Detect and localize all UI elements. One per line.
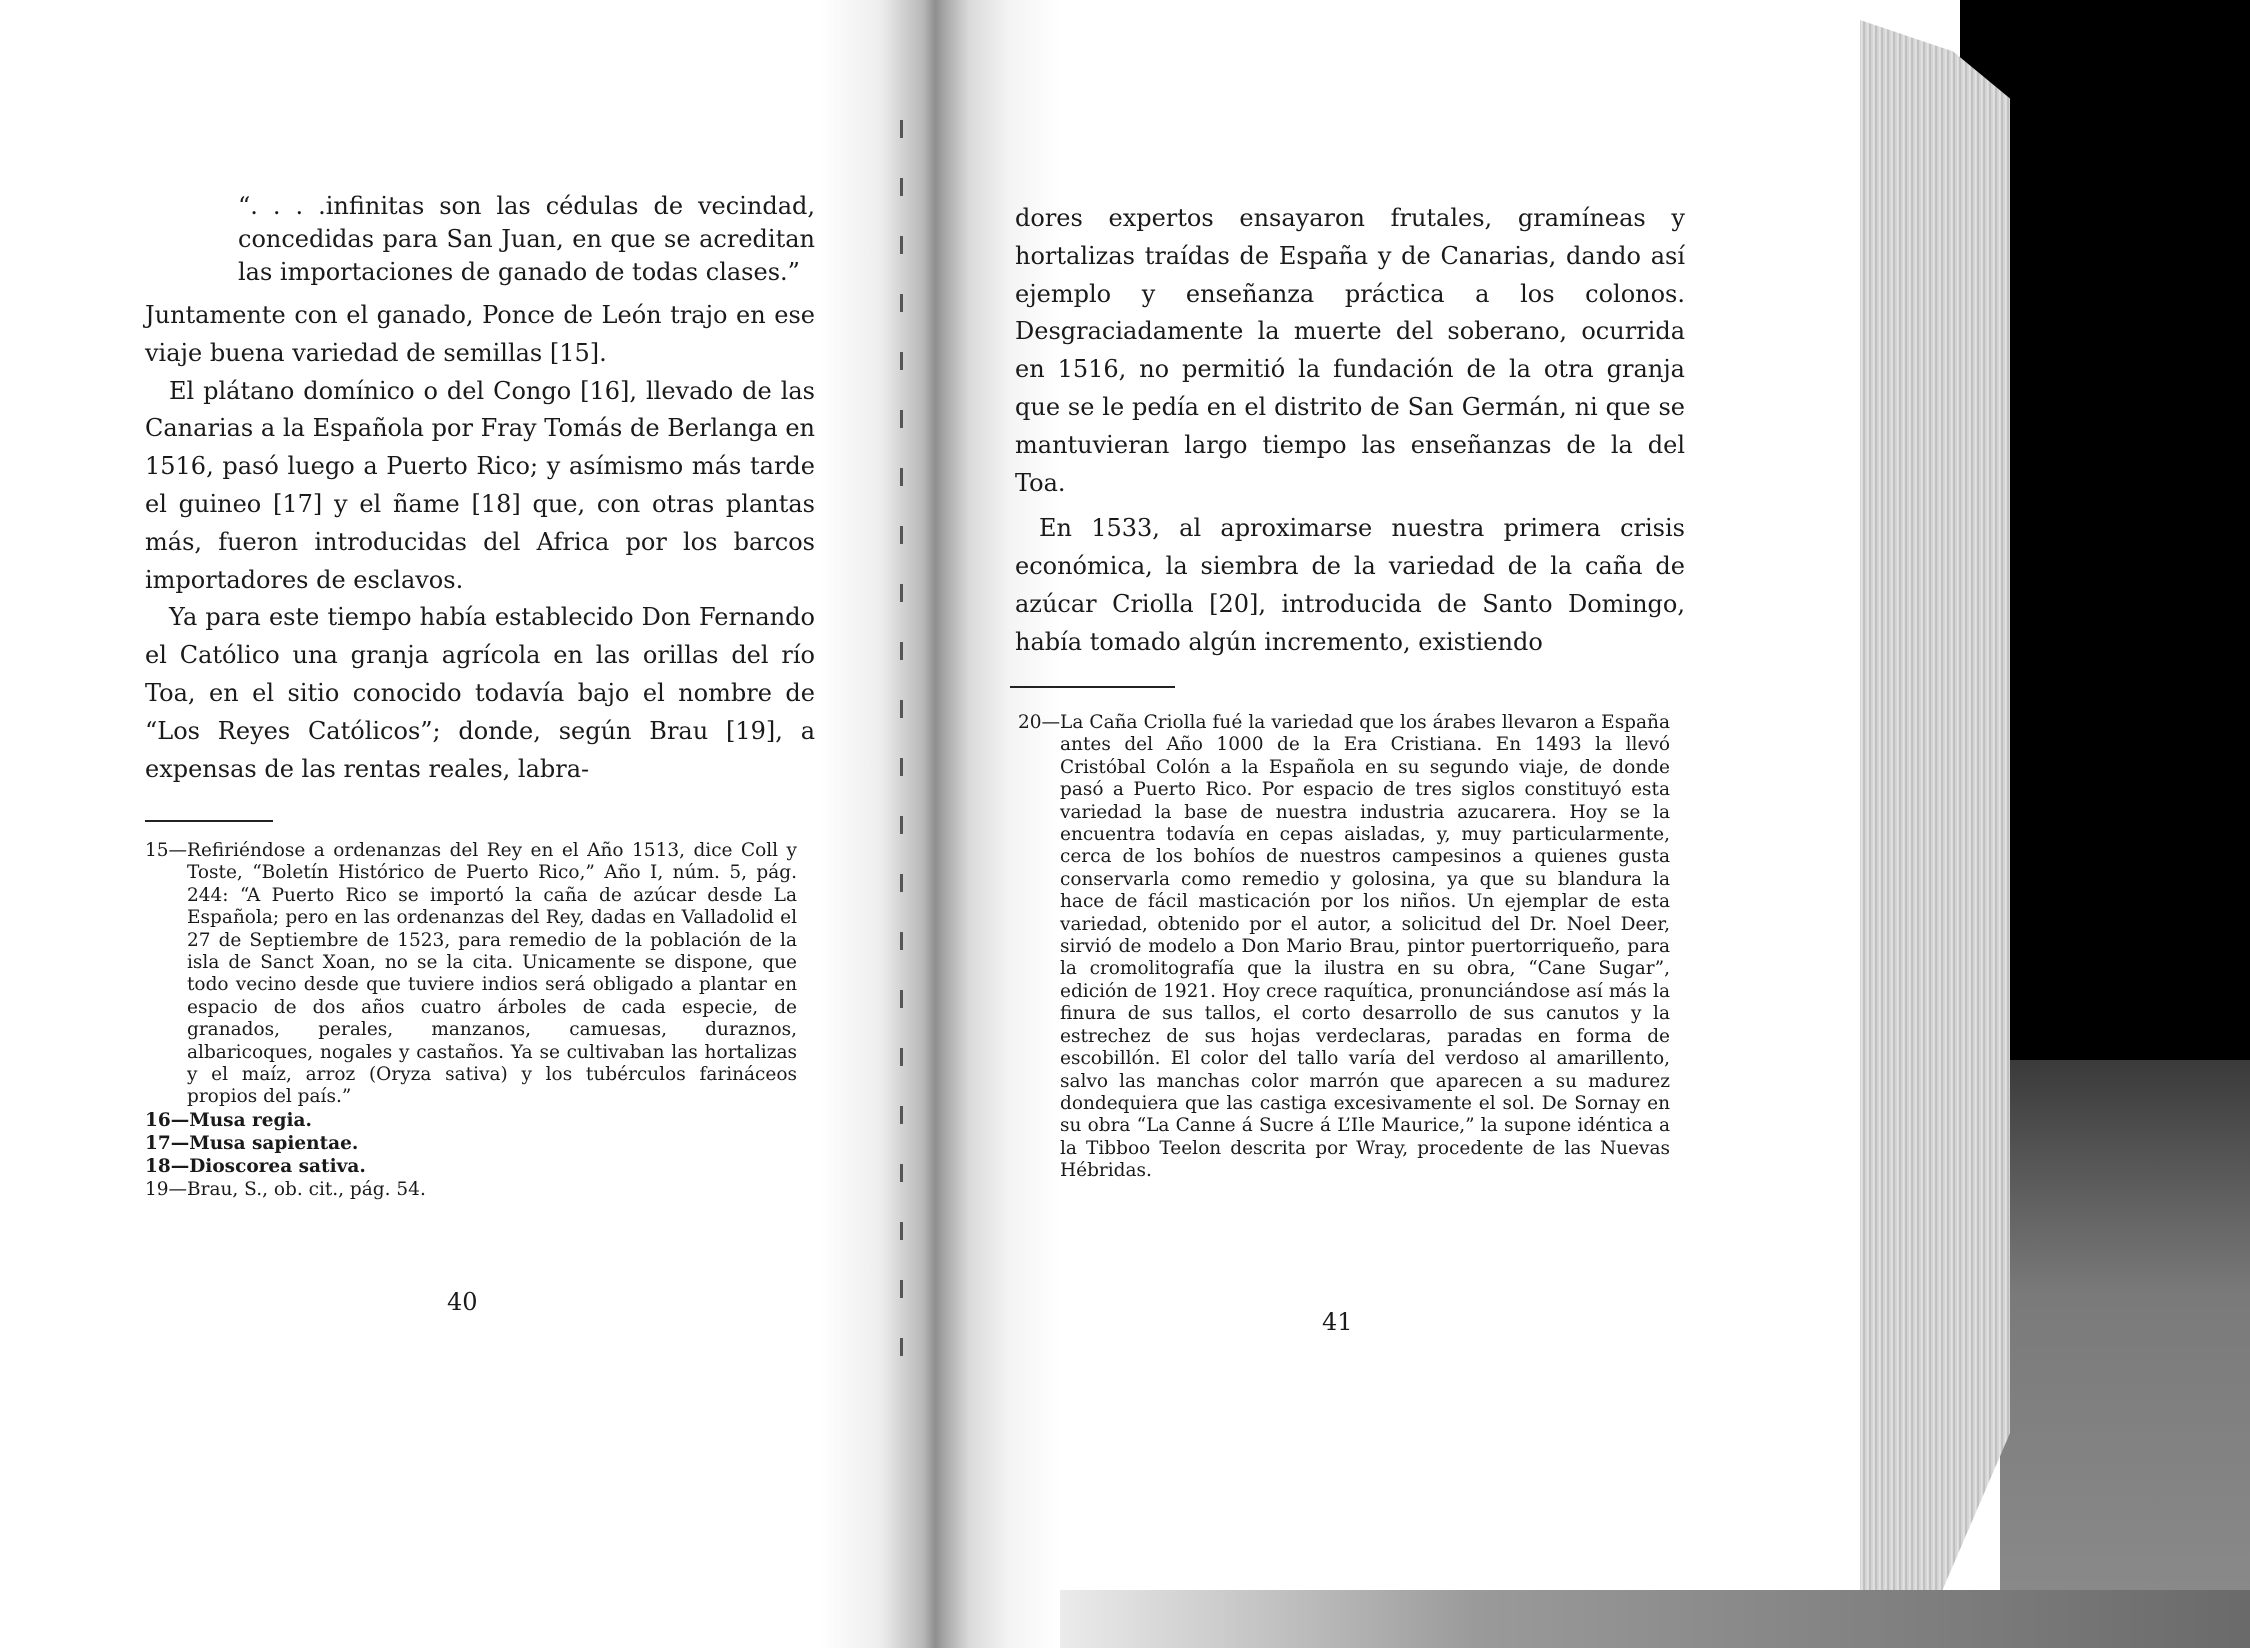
paragraph: En 1533, al aproximarse nuestra primera crisis económica, la siembra de la variedad de la caña de azúcar Criolla [20], introducida de Santo Domingo, había tomado algún incremento, existiendo xyxy=(1015,514,1685,656)
paragraph: El plátano domínico o del Congo [16], llevado de las Canarias a la Española por Fray Tomás de Berlanga en 1516, pasó luego a Puerto Rico; y asímismo más tarde el guineo [17] y el ñame [18] que, con otras plantas más, fueron introducidas del Africa por los barcos importadores de esclavos. xyxy=(145,376,815,594)
footnote-rule xyxy=(145,820,273,822)
page-number: 41 xyxy=(1322,1308,1353,1336)
page-number: 40 xyxy=(447,1288,478,1316)
paragraph: Juntamente con el ganado, Ponce de León trajo en ese viaje buena variedad de semillas [15]. xyxy=(145,301,815,367)
scan-shadow-bottom xyxy=(960,1590,2250,1648)
footnote-20: 20—La Caña Criolla fué la variedad que los árabes llevaron a España antes del Año 1000 de la Era Cristiana. En 1493 la llevó Cristóbal Colón a la Española en su segundo viaje, de donde pasó a Puerto Rico. Por espacio de tres siglos constituyó esta variedad la base de nuestra industria azucarera. Hoy se la encuentra todavía en cepas aisladas, y, muy particularmente, cerca de los bohíos de nuestros campesinos a quienes gusta conservarla como remedio y golosina, ya que su blandura la hace de fácil masticación por los niños. Un ejemplar de esta variedad, obtenido por el autor, a solicitud del Dr. Noel Deer, sirvió de modelo a Don Mario Brau, pintor puertorriqueño, para la cromolitografía que la ilustra en su obra, “Cane Sugar”, edición de 1921. Hoy crece raquítica, pronunciándose así más la finura de sus tallos, el corto desarrollo de sus canutos y la estrechez de sus hojas verdeclaras, paradas en forma de escobillón. El color del tallo varía del verdoso al amarillento, salvo las manchas color marrón que aparecen a su madurez dondequiera que las castiga excesivamente el sol. De Sornay en su obra “La Canne á Sucre á L’Ile Maurice,” la supone idéntica a la Tibboo Teelon descrita por Wray, procedente de las Nuevas Hébridas. xyxy=(1018,712,1670,1182)
right-page xyxy=(1015,200,1685,662)
paragraph: Ya para este tiempo había establecido Don Fernando el Católico una granja agrícola en las orillas del río Toa, en el sitio conocido todavía bajo el nombre de “Los Reyes Católicos”; donde, según Brau [19], a expensas de las rentas reales, labra- xyxy=(145,603,815,783)
quote-block: “. . . .infinitas son las cédulas de vecindad, concedidas para San Juan, en que se acreditan las importaciones de ganado de todas clases.” xyxy=(238,192,815,286)
paragraph: dores expertos ensayaron frutales, gramíneas y hortalizas traídas de España y de Canarias, dando así ejemplo y enseñanza práctica a los colonos. Desgraciadamente la muerte del soberano, ocurrida en 1516, no permitió la fundación de la otra granja que se le pedía en el distrito de San Germán, ni que se mantuvieran largo tiempo las enseñanzas de la del Toa. xyxy=(1015,204,1685,497)
footnote-15: 15—Refiriéndose a ordenanzas del Rey en el Año 1513, dice Coll y Toste, “Boletín Histórico de Puerto Rico,” Año I, núm. 5, pág. 244: “A Puerto Rico se importó la caña de azúcar desde La Española; pero en las ordenanzas del Rey, dadas en Valladolid el 27 de Septiembre de 1523, para remedio de la población de la isla de Sanct Xoan, no se la cita. Unicamente se dispone, que todo vecino desde que tuviere indios será obligado a plantar en espacio de dos años cuatro árboles de cada especie, de granados, perales, manzanos, camuesas, duraznos, albaricoques, nogales y castaños. Ya se cultivaban las hortalizas y el maíz, arroz (Oryza sativa) y los tubérculos farináceos propios del país.” xyxy=(145,840,797,1108)
footnote-16: 16—Musa regia. xyxy=(145,1109,312,1131)
left-footnotes xyxy=(145,840,797,1201)
footnote-17: 17—Musa sapientae. xyxy=(145,1132,359,1154)
binding-stitch xyxy=(900,120,903,1380)
footnote-19: 19—Brau, S., ob. cit., pág. 54. xyxy=(145,1178,426,1200)
left-page xyxy=(145,190,815,788)
right-footnotes xyxy=(1018,712,1670,1183)
footnote-18: 18—Dioscorea sativa. xyxy=(145,1155,366,1177)
book-page-edges xyxy=(1860,20,2010,1590)
scan-shadow-lower-right xyxy=(2000,1060,2250,1648)
footnote-rule xyxy=(1010,686,1175,688)
